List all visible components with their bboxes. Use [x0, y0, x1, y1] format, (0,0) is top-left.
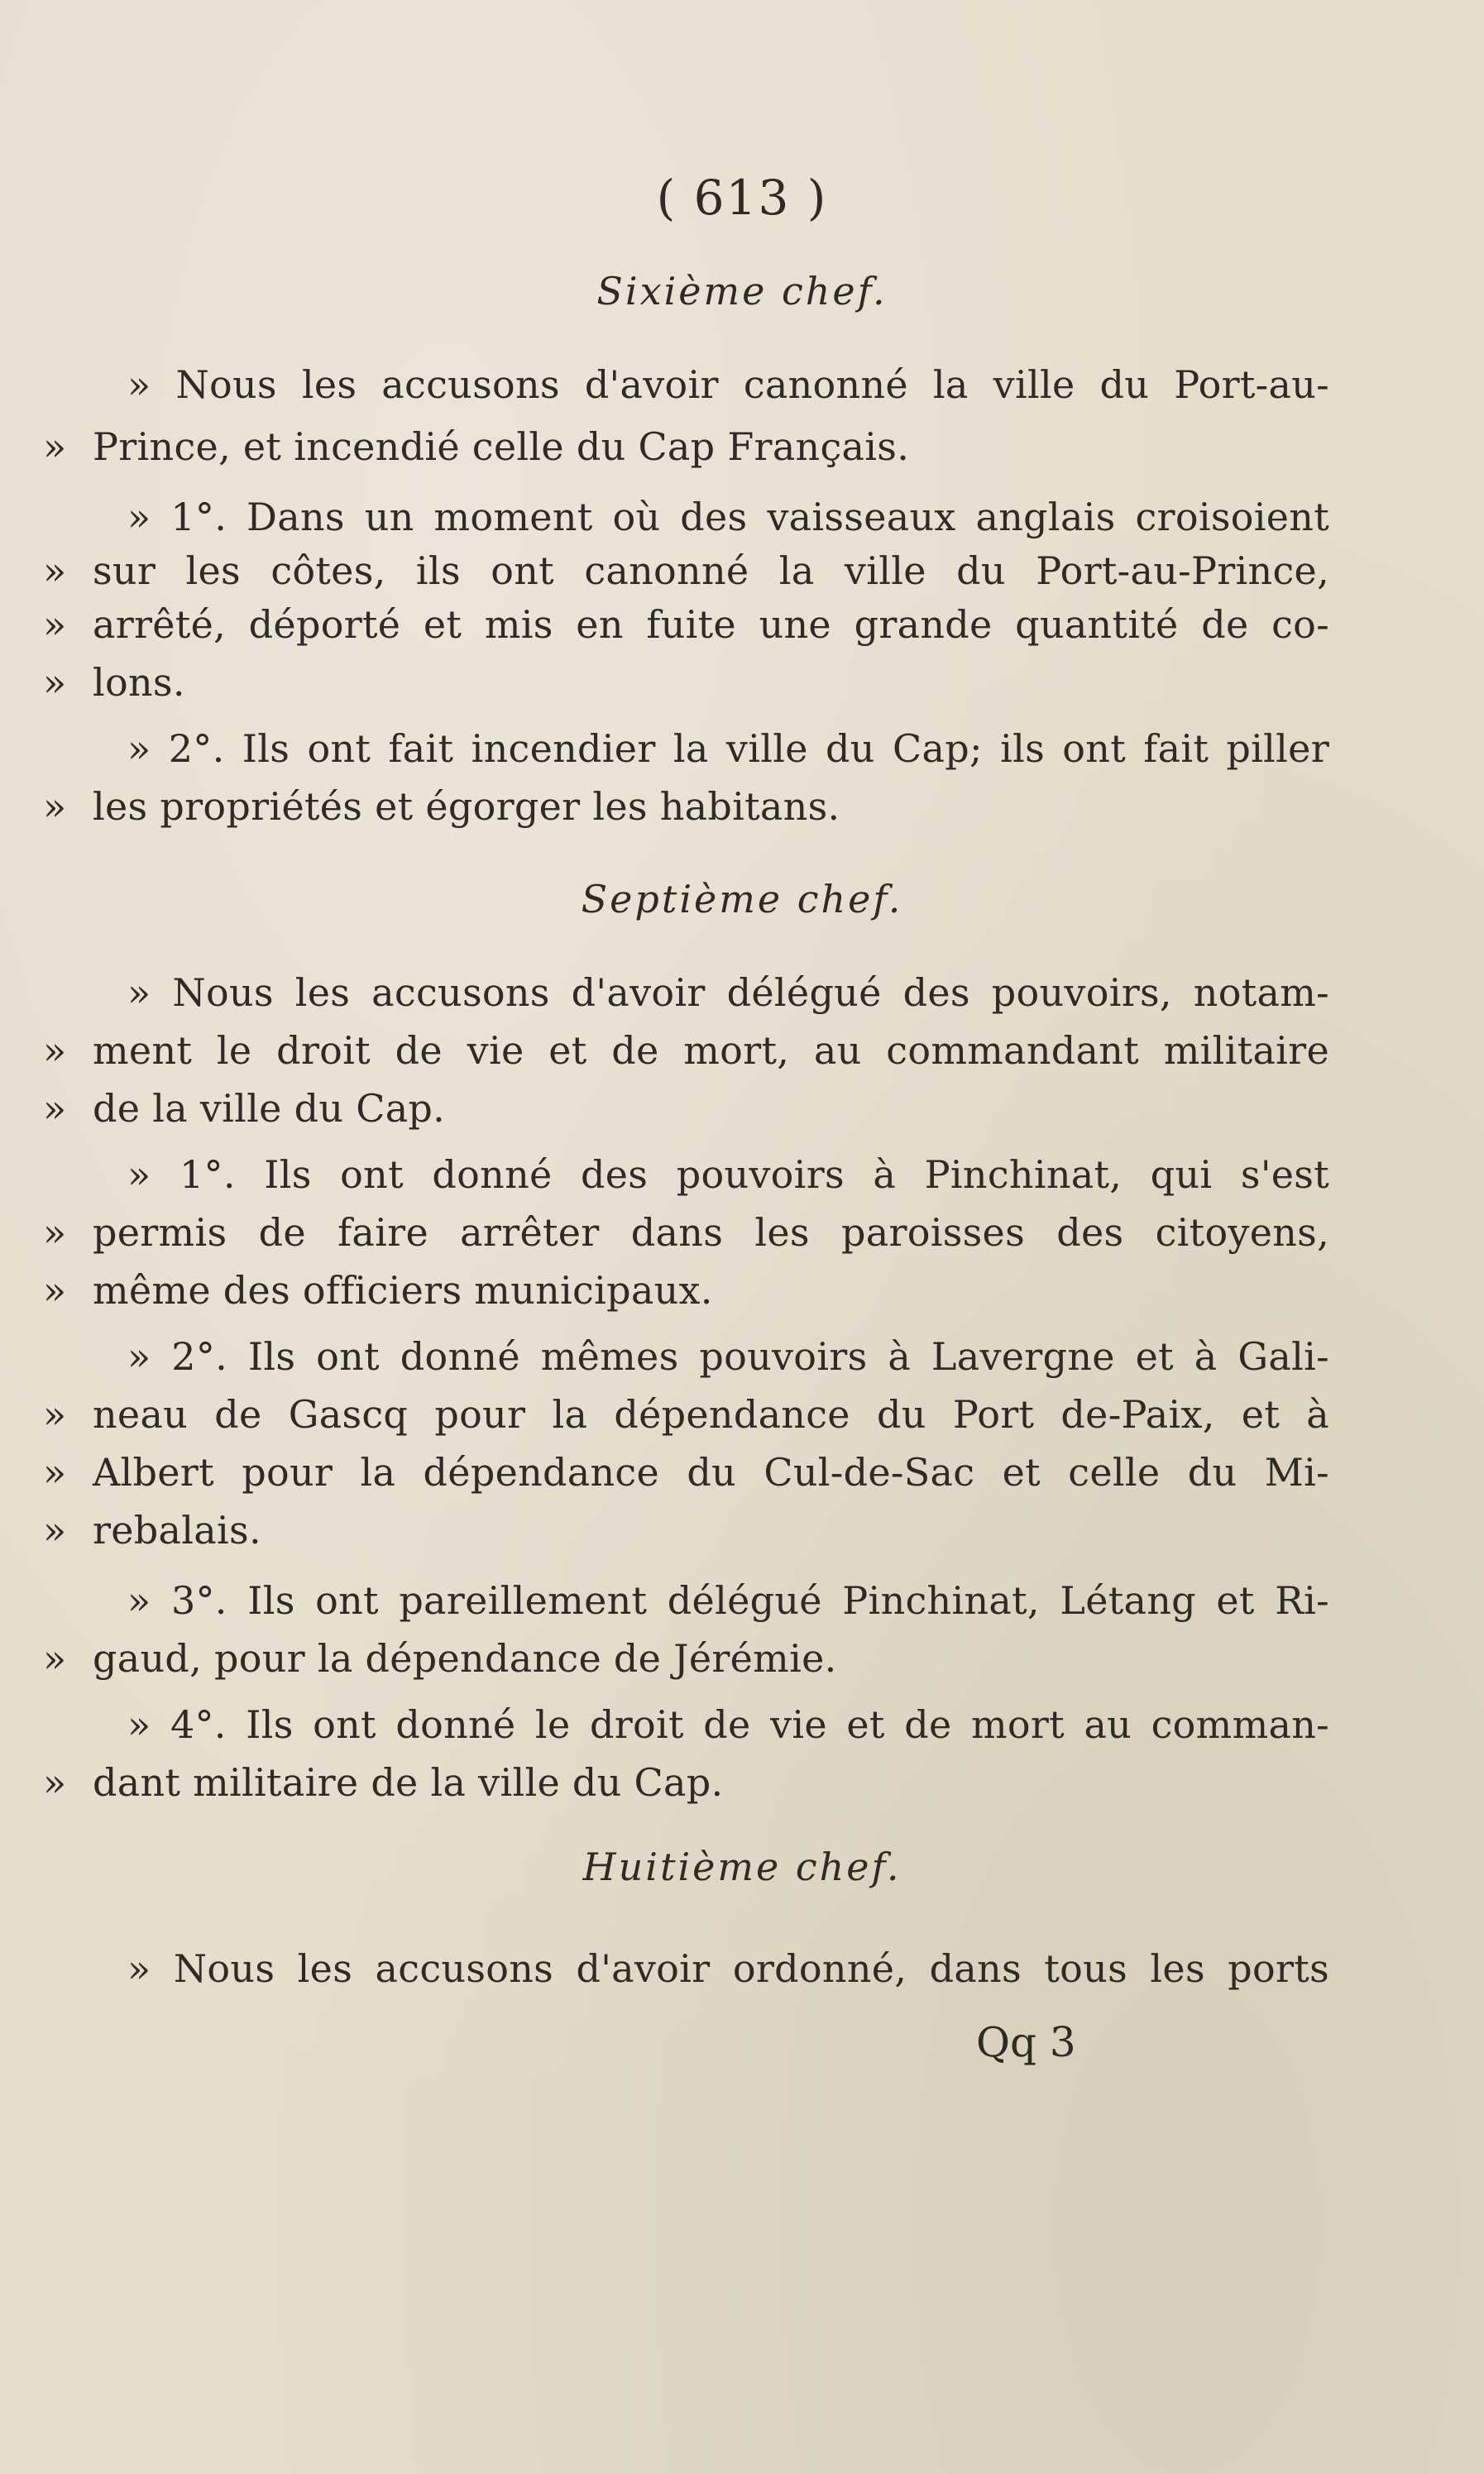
paragraph-line: ment le droit de vie et de mort, au commandant militaire [93, 1028, 1329, 1073]
text-line [0, 1079, 1484, 1137]
quote-mark: » [43, 1392, 67, 1437]
text-line [0, 653, 1484, 711]
quote-mark: » [43, 424, 67, 469]
text-line [0, 1328, 1484, 1385]
paragraph-line: neau de Gascq pour la dépendance du Port de-Paix, et à [93, 1392, 1329, 1437]
quote-mark: » [43, 1028, 67, 1073]
section-heading-huitieme: Huitième chef. [582, 1845, 902, 1889]
quote-mark: » [43, 548, 67, 593]
paragraph-line: de la ville du Cap. [93, 1086, 446, 1131]
text-line [0, 1204, 1484, 1261]
text-line [0, 1572, 1484, 1629]
paragraph-line: » Nous les accusons d'avoir délégué des pouvoirs, notam- [127, 970, 1329, 1015]
paragraph-line: » 2°. Ils ont donné mêmes pouvoirs à Lavergne et à Gali- [127, 1334, 1329, 1379]
quote-mark: » [43, 660, 67, 705]
section-heading-septieme: Septième chef. [581, 877, 903, 921]
quote-mark: » [43, 1636, 67, 1681]
text-line [0, 1385, 1484, 1443]
paragraph-line: Albert pour la dépendance du Cul-de-Sac et celle du Mi- [93, 1450, 1329, 1495]
paragraph-line: » 1°. Ils ont donné des pouvoirs à Pinchinat, qui s'est [127, 1152, 1329, 1197]
paragraph-line: » 1°. Dans un moment où des vaisseaux anglais croisoient [127, 495, 1329, 539]
paragraph-line: gaud, pour la dépendance de Jérémie. [93, 1636, 837, 1681]
paragraph-line: même des officiers municipaux. [93, 1268, 713, 1313]
text-line [0, 488, 1484, 546]
paragraph-line: lons. [93, 660, 185, 705]
quote-mark: » [43, 784, 67, 829]
paragraph-line: permis de faire arrêter dans les paroisses des citoyens, [93, 1210, 1329, 1255]
text-line [0, 596, 1484, 653]
quote-mark: » [43, 1086, 67, 1131]
text-line [0, 356, 1484, 414]
paragraph-line: sur les côtes, ils ont canonné la ville du Port-au-Prince, [93, 548, 1329, 593]
text-line [0, 1261, 1484, 1319]
text-line [0, 720, 1484, 778]
paragraph-line: » Nous les accusons d'avoir canonné la ville du Port-au- [127, 362, 1329, 407]
text-line [0, 964, 1484, 1022]
quote-mark: » [43, 602, 67, 647]
quote-mark: » [43, 1508, 67, 1553]
paragraph-line: » 3°. Ils ont pareillement délégué Pinchinat, Létang et Ri- [127, 1578, 1329, 1623]
paragraph-line: rebalais. [93, 1508, 261, 1553]
paragraph-line: » 2°. Ils ont fait incendier la ville du Cap; ils ont fait piller [127, 726, 1329, 771]
paragraph-line: arrêté, déporté et mis en fuite une grande quantité de co- [93, 602, 1329, 647]
quote-mark: » [43, 1268, 67, 1313]
signature-mark: Qq 3 [976, 2018, 1076, 2066]
text-line [0, 1629, 1484, 1687]
quote-mark: » [43, 1760, 67, 1805]
paragraph-line: » Nous les accusons d'avoir ordonné, dans tous les ports [127, 1946, 1329, 1991]
section-heading-sixieme: Sixième chef. [596, 269, 888, 313]
text-line [0, 1696, 1484, 1754]
text-line [0, 1754, 1484, 1811]
text-line [0, 1443, 1484, 1501]
text-line [0, 1501, 1484, 1559]
paragraph-line: Prince, et incendié celle du Cap Français. [93, 424, 910, 469]
text-line [0, 418, 1484, 476]
text-line [0, 1022, 1484, 1079]
quote-mark: » [43, 1210, 67, 1255]
text-line [0, 778, 1484, 835]
quote-mark: » [43, 1450, 67, 1495]
text-line [0, 1940, 1484, 1998]
paragraph-line: les propriétés et égorger les habitans. [93, 784, 840, 829]
text-line [0, 1146, 1484, 1204]
paragraph-line: » 4°. Ils ont donné le droit de vie et de mort au comman- [127, 1702, 1329, 1747]
text-line [0, 542, 1484, 600]
page-number: ( 613 ) [656, 170, 828, 226]
paragraph-line: dant militaire de la ville du Cap. [93, 1760, 724, 1805]
